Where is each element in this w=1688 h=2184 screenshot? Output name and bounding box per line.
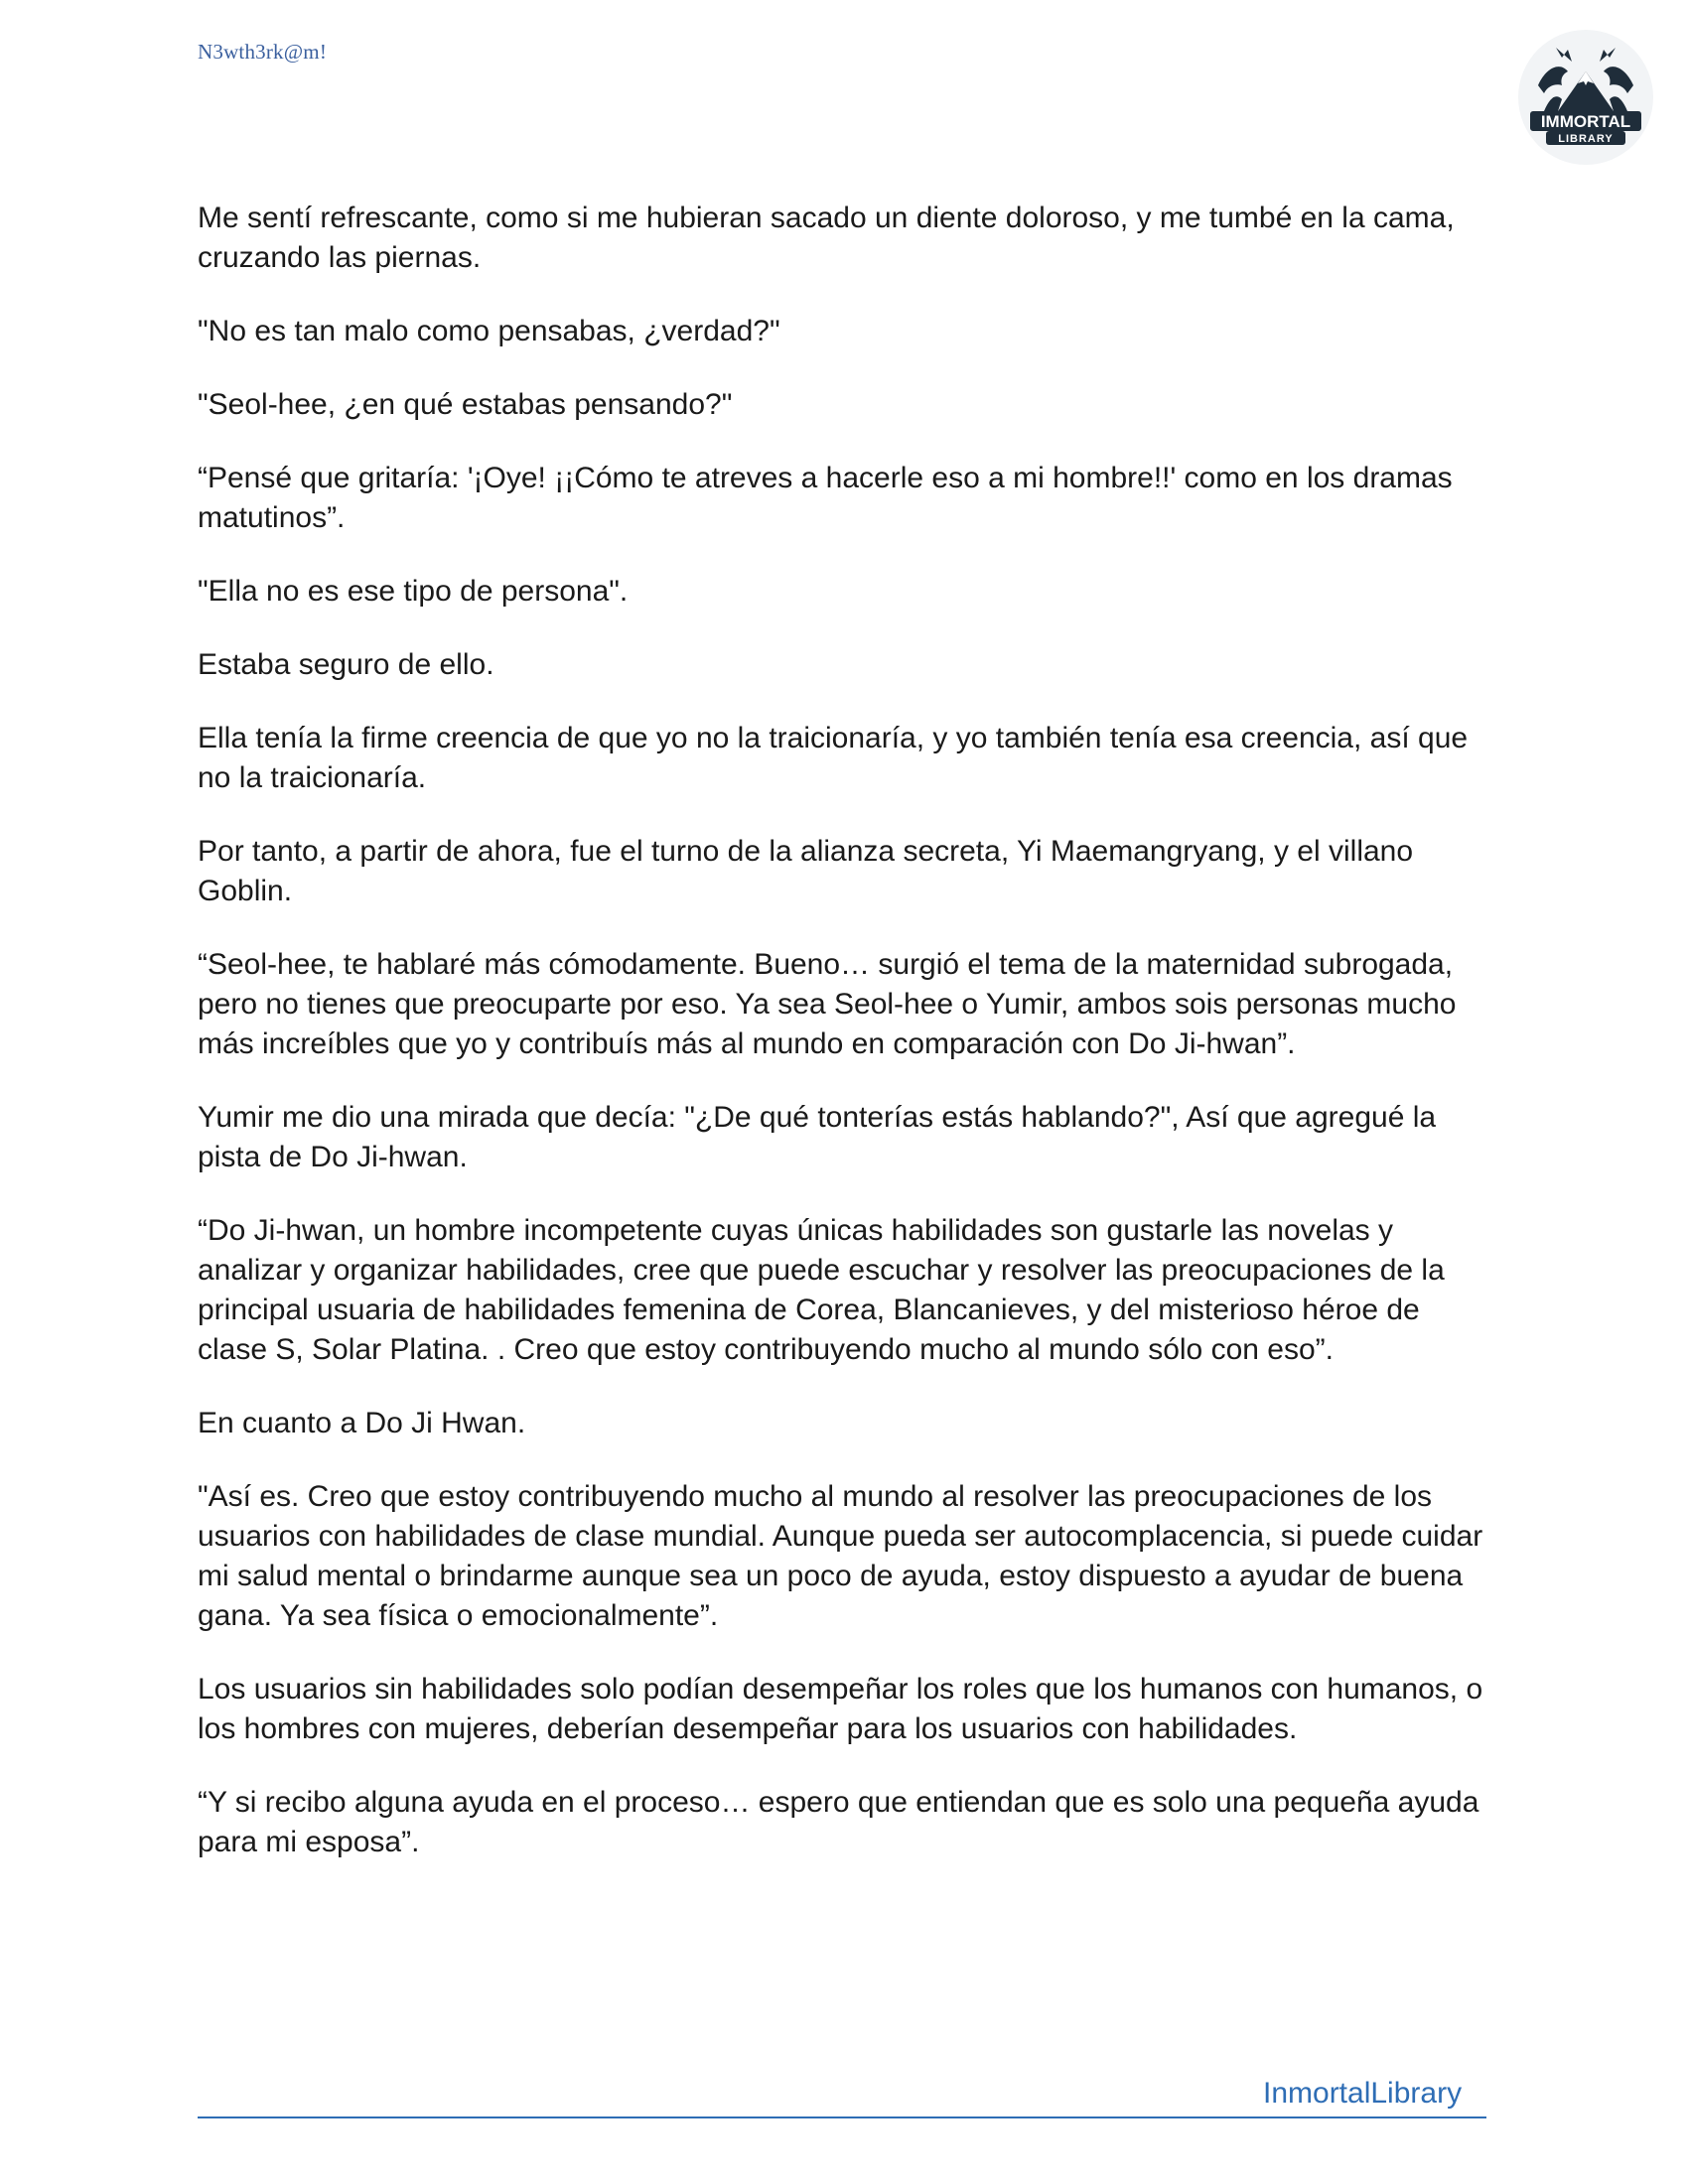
paragraph: "Ella no es ese tipo de persona". [198,575,629,608]
paragraph: En cuanto a Do Ji Hwan. [198,1407,526,1439]
paragraph: Me sentí refrescante, como si me hubieran sacado un diente doloroso, y me tumbé en la cama, cruzando las piernas. [198,202,1455,274]
paragraph: Ella tenía la firme creencia de que yo no la traicionaría, y yo también tenía esa creencia, así que no la traicionaría. [198,722,1469,794]
document-body [198,199,1488,1896]
logo-text-bottom: LIBRARY [1558,133,1614,145]
paragraph: “Seol-hee, te hablaré más cómodamente. Bueno… surgió el tema de la maternidad subrogada, pero no tienes que preocuparte por eso. Ya sea Seol-hee o Yumir, ambos sois personas mucho más increíbles que yo y contribuís más al mundo en comparación con Do Ji-hwan”. [198,948,1457,1060]
paragraph: Yumir me dio una mirada que decía: "¿De qué tonterías estás hablando?", Así que agregué la pista de Do Ji-hwan. [198,1101,1437,1173]
paragraph: “Pensé que gritaría: '¡Oye! ¡¡Cómo te atreves a hacerle eso a mi hombre!!' como en los dramas matutinos”. [198,462,1453,534]
immortal-library-logo [1516,28,1655,167]
paragraph: Por tanto, a partir de ahora, fue el turno de la alianza secreta, Yi Maemangryang, y el villano Goblin. [198,835,1414,907]
paragraph: "No es tan malo como pensabas, ¿verdad?" [198,315,780,347]
paragraph: Estaba seguro de ello. [198,648,494,681]
footer-library-link[interactable]: InmortalLibrary [1263,2077,1463,2110]
paragraph: "Seol-hee, ¿en qué estabas pensando?" [198,388,733,421]
paragraph: “Do Ji-hwan, un hombre incompetente cuyas únicas habilidades son gustarle las novelas y analizar y organizar habilidades, cree que puede escuchar y resolver las preocupaciones de la principal usuaria de habilidades femenina de Corea, Blancanieves, y del misterioso héroe de clase S, Solar Platina. . Creo que estoy contribuyendo mucho al mundo sólo con eso”. [198,1214,1445,1366]
paragraph: “Y si recibo alguna ayuda en el proceso… espero que entiendan que es solo una pequeña ayuda para mi esposa”. [198,1786,1479,1858]
header-watermark: N3wth3rk@m! [198,40,328,64]
paragraph: Los usuarios sin habilidades solo podían desempeñar los roles que los humanos con humanos, o los hombres con mujeres, deberían desempeñar para los usuarios con habilidades. [198,1673,1483,1745]
paragraph: "Así es. Creo que estoy contribuyendo mucho al mundo al resolver las preocupaciones de los usuarios con habilidades de clase mundial. Aunque pueda ser autocomplacencia, si puede cuidar mi salud mental o brindarme aunque sea un poco de ayuda, estoy dispuesto a ayudar de buena gana. Ya sea física o emocionalmente”. [198,1480,1483,1632]
logo-text-top: IMMORTAL [1540,112,1631,131]
footer-rule [198,2116,1486,2118]
